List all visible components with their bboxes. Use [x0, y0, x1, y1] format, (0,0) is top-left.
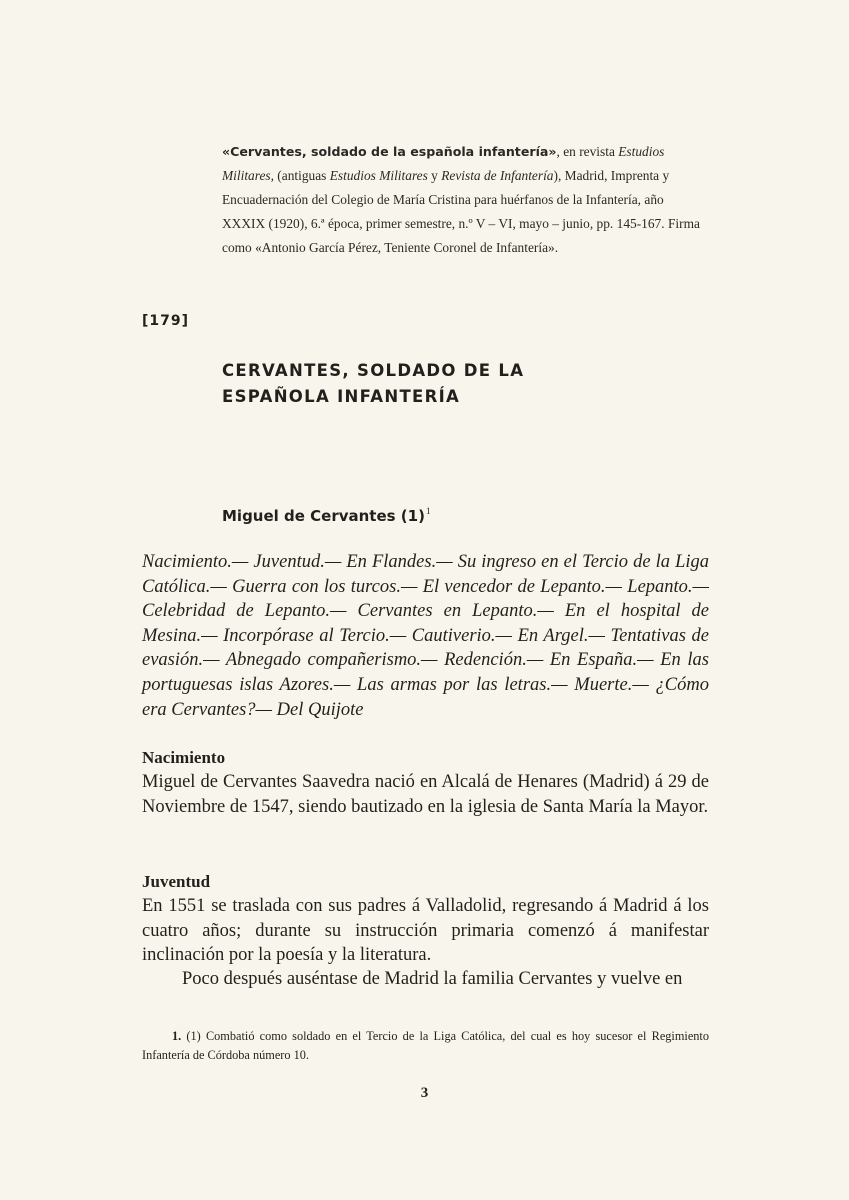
section-heading: Nacimiento [142, 748, 226, 767]
footnote-number: 1. [172, 1029, 182, 1043]
citation-journal-former: Estudios Militares [329, 168, 428, 183]
entry-number: [179] [142, 313, 190, 329]
section-heading: Juventud [142, 872, 211, 891]
citation-text: (antiguas [273, 168, 330, 183]
citation-text: ), Madrid, Imprenta y Encuadernación del Colegio de María Cristina para huérfanos de la Infantería, año XXXIX (1920), 6.ª época, primer semestre, n.º V – VI, mayo – junio, pp. 145-167. Firma como «Antonio García Pérez, Teniente Coronel de Infantería». [222, 168, 700, 255]
chapter-heading [222, 506, 430, 525]
article-title-line: ESPAÑOLA INFANTERÍA [222, 387, 461, 406]
citation-text: , en revista [556, 144, 619, 159]
citation-journal: Estudios Militares, [222, 144, 665, 183]
footnote-text: (1) Combatió como soldado en el Tercio de la Liga Católica, del cual es hoy sucesor el Regimiento Infantería de Córdoba número 10. [142, 1029, 709, 1062]
citation-article-title: «Cervantes, soldado de la española infantería» [222, 144, 557, 159]
footnote [142, 1027, 709, 1065]
article-title-line: CERVANTES, SOLDADO DE LA [222, 361, 525, 380]
citation-journal-former: Revista de Infantería [441, 168, 554, 183]
bibliographic-citation [222, 140, 708, 260]
article-title [222, 358, 682, 410]
citation-text: y [427, 168, 442, 183]
chapter-heading-text: Miguel de Cervantes (1) [222, 507, 425, 525]
body-paragraph: Poco después auséntase de Madrid la familia Cervantes y vuelve en [182, 969, 683, 989]
chapter-summary: Nacimiento.— Juventud.— En Flandes.— Su ingreso en el Tercio de la Liga Católica.— Guerra con los turcos.— El vencedor de Lepanto.— Lepanto.— Celebridad de Lepanto.— Cervantes en Lepanto.— En el hospital de Mesina.— Incorpórase al Tercio.— Cautiverio.— En Argel.— Tentativas de evasión.— Abnegado compañerismo.— Redención.— En España.— En las portuguesas islas Azores.— Las armas por las letras.— Muerte.— ¿Cómo era Cervantes?— Del Quijote [142, 552, 709, 720]
page-number: 3 [420, 1085, 429, 1101]
body-paragraph: Miguel de Cervantes Saavedra nació en Alcalá de Henares (Madrid) á 29 de Noviembre de 1547, siendo bautizado en la iglesia de Santa María la Mayor. [142, 772, 709, 817]
body-paragraph: En 1551 se traslada con sus padres á Valladolid, regresando á Madrid á los cuatro años; durante su instrucción primaria comenzó á manifestar inclinación por la poesía y la literatura. [142, 896, 709, 966]
footnote-reference[interactable]: 1 [425, 506, 431, 516]
